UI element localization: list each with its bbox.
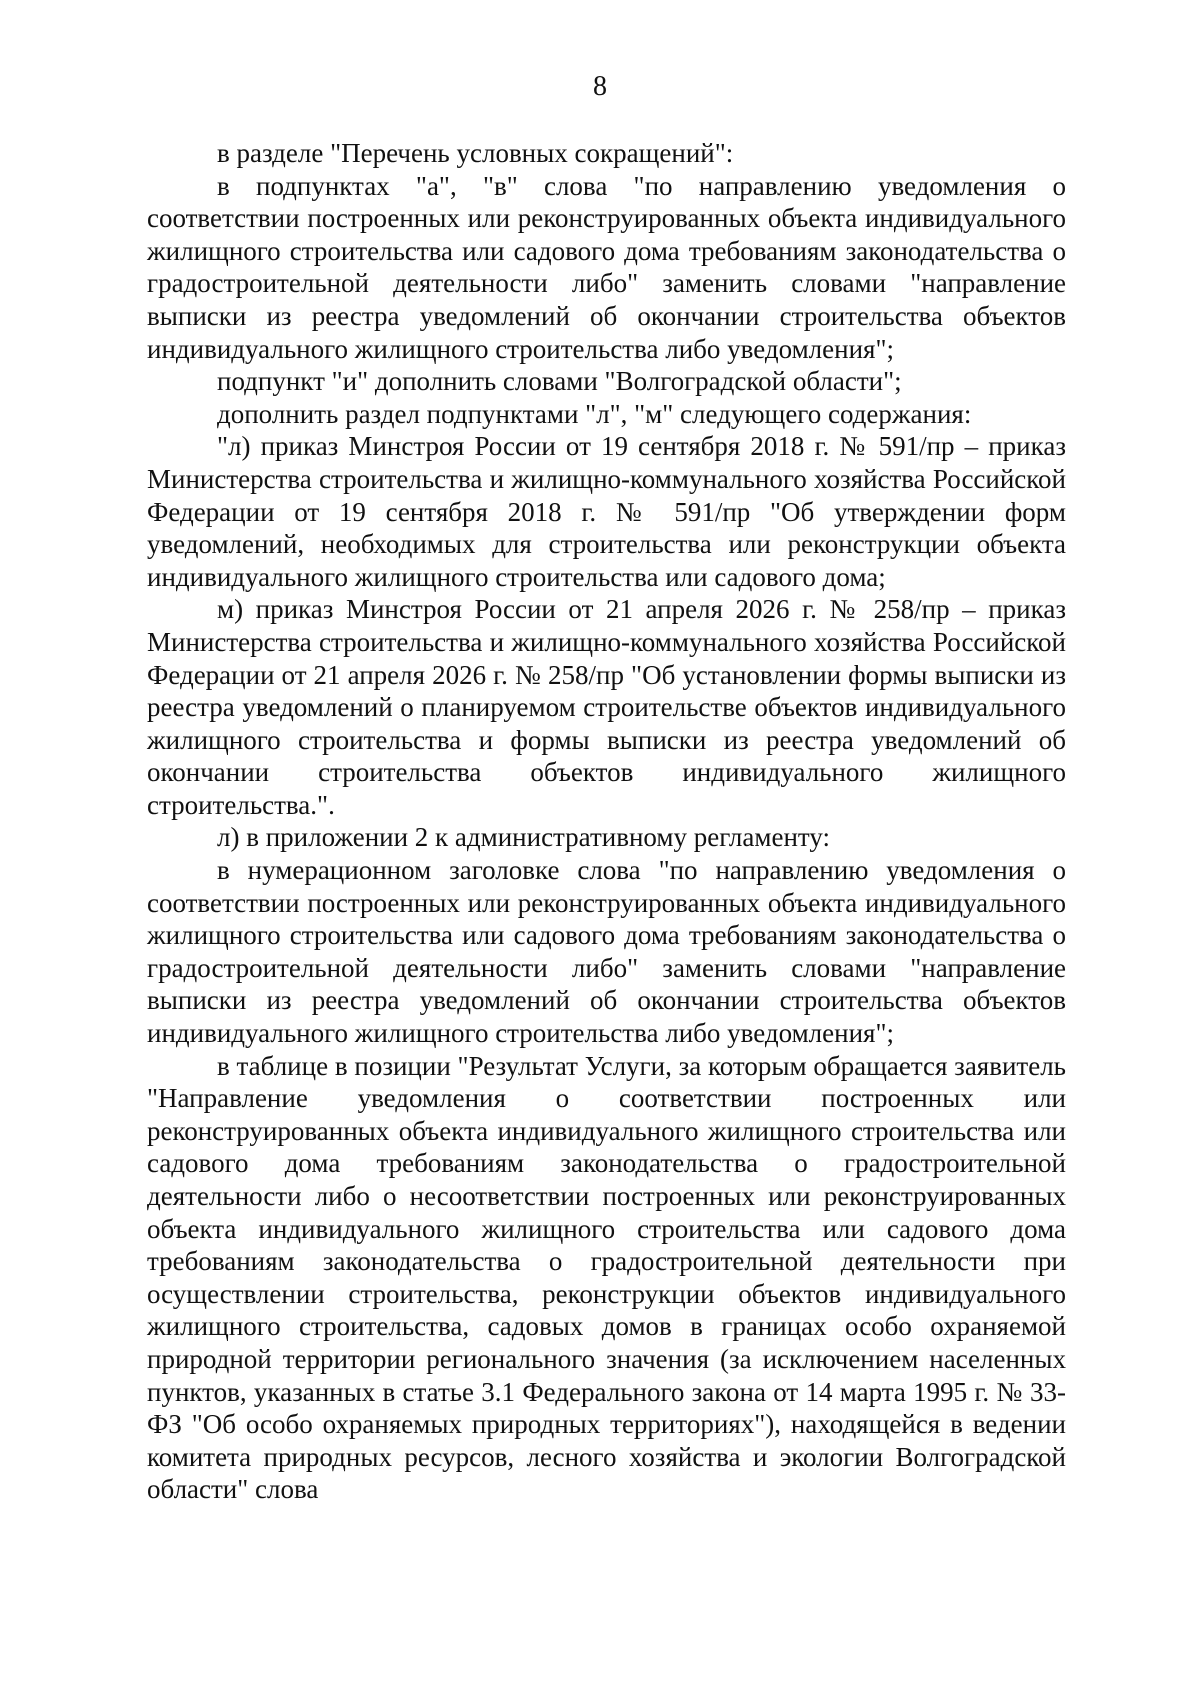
- paragraph-table-position: в таблице в позиции "Результат Услуги, за которым обращается заявитель "Направление уведомления о соответствии построенных или реконструированных объекта индивидуального жилищного строительства или садового дома требованиям законодательства о градостроительной деятельности либо о несоответствии построенных или реконструированных объекта индивидуального жилищного строительства или садового дома требованиям законодательства о градостроительной деятельности при осуществлении строительства, реконструкции объектов индивидуального жилищного строительства, садовых домов в границах особо охраняемой природной территории регионального значения (за исключением населенных пунктов, указанных в статье 3.1 Федерального закона от 14 марта 1995 г. № 33-ФЗ "Об особо охраняемых природных территориях"), находящейся в ведении комитета природных ресурсов, лесного хозяйства и экологии Волгоградской области" слова: [147, 1050, 1066, 1505]
- paragraph-add-subpoints: дополнить раздел подпунктами "л", "м" следующего содержания:: [217, 398, 972, 429]
- paragraph-numbering-header: в нумерационном заголовке слова "по направлению уведомления о соответствии построенных или реконструированных объекта индивидуального жилищного строительства или садового дома требованиям законодательства о градостроительной деятельности либо" заменить словами "направление выписки из реестра уведомлений об окончании строительства объектов индивидуального жилищного строительства либо уведомления";: [147, 855, 1066, 1049]
- paragraph-subpoint-l: "л) приказ Минстроя России от 19 сентября 2018 г. № 591/пр – приказ Министерства строительства и жилищно-коммунального хозяйства Российской Федерации от 19 сентября 2018 г. № 591/пр "Об утверждении форм уведомлений, необходимых для строительства или реконструкции объекта индивидуального жилищного строительства или садового дома;: [147, 431, 1066, 592]
- paragraph-section-abbreviations: в разделе "Перечень условных сокращений":: [217, 138, 734, 168]
- paragraph-subpoints-a-v: в подпунктах "а", "в" слова "по направлению уведомления о соответствии построенных или реконструированных объекта индивидуального жилищного строительства или садового дома требованиям законодательства о градостроительной деятельности либо" заменить словами "направление выписки из реестра уведомлений об окончании строительства объектов индивидуального жилищного строительства либо уведомления";: [147, 170, 1066, 364]
- paragraph-appendix-2: л) в приложении 2 к административному регламенту:: [217, 822, 830, 853]
- paragraph-subpoint-m: м) приказ Минстроя России от 21 апреля 2026 г. № 258/пр – приказ Министерства строительства и жилищно-коммунального хозяйства Российской Федерации от 21 апреля 2026 г. № 258/пр "Об установлении формы выписки из реестра уведомлений о планируемом строительстве объектов индивидуального жилищного строительства и формы выписки из реестра уведомлений об окончании строительства объектов индивидуального жилищного строительства.".: [147, 594, 1066, 820]
- document-body: [147, 137, 1066, 1506]
- paragraph-subpoint-i: подпункт "и" дополнить словами "Волгоградской области";: [217, 366, 902, 397]
- page-number: 8: [593, 71, 607, 102]
